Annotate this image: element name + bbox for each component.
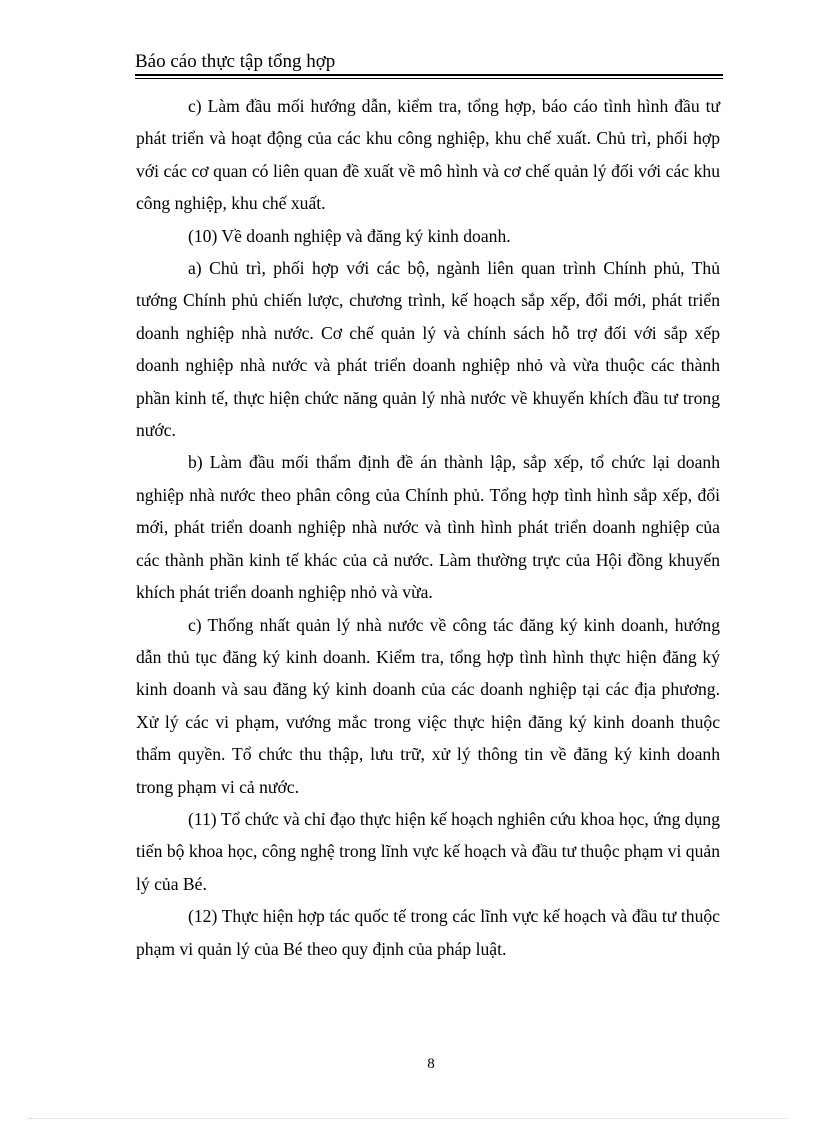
paragraph-2: (10) Về doanh nghiệp và đăng ký kinh doanh. (188, 225, 511, 246)
paragraph-1: c) Làm đầu mối hướng dẫn, kiểm tra, tổng hợp, báo cáo tình hình đầu tư phát triển và hoạt động của các khu công nghiệp, khu chế xuất. Chủ trì, phối hợp với các cơ quan có liên quan đề xuất về mô hình và cơ chế quản lý đối với các khu công nghiệp, khu chế xuất. (136, 96, 720, 214)
paragraph-6: (11) Tổ chức và chỉ đạo thực hiện kế hoạch nghiên cứu khoa học, ứng dụng tiến bộ khoa học, công nghệ trong lĩnh vực kế hoạch và đầu tư thuộc phạm vi quản lý của Bé. (136, 808, 720, 894)
paragraph-4: b) Làm đầu mối thẩm định đề án thành lập, sắp xếp, tổ chức lại doanh nghiệp nhà nước theo phân công của Chính phủ. Tổng hợp tình hình sắp xếp, đổi mới, phát triển doanh nghiệp nhà nước và tình hình phát triển doanh nghiệp của các thành phần kinh tế khác của cả nước. Làm thường trực của Hội đồng khuyến khích phát triển doanh nghiệp nhỏ và vừa. (136, 452, 720, 603)
page-number: 8 (427, 1056, 435, 1072)
paragraph-7: (12) Thực hiện hợp tác quốc tế trong các lĩnh vực kế hoạch và đầu tư thuộc phạm vi quản lý của Bé theo quy định của pháp luật. (136, 906, 720, 959)
document-body (136, 90, 720, 965)
header-rule-thick (135, 74, 723, 76)
paragraph-5: c) Thống nhất quản lý nhà nước về công tác đăng ký kinh doanh, hướng dẫn thủ tục đăng ký kinh doanh. Kiểm tra, tổng hợp tình hình thực hiện đăng ký kinh doanh và sau đăng ký kinh doanh của các doanh nghiệp tại các địa phương. Xử lý các vi phạm, vướng mắc trong việc thực hiện đăng ký kinh doanh thuộc thẩm quyền. Tổ chức thu thập, lưu trữ, xử lý thông tin về đăng ký kinh doanh trong phạm vi cả nước. (136, 614, 720, 797)
paragraph-3: a) Chủ trì, phối hợp với các bộ, ngành liên quan trình Chính phủ, Thủ tướng Chính phủ chiến lược, chương trình, kế hoạch sắp xếp, đổi mới, phát triển doanh nghiệp nhà nước. Cơ chế quản lý và chính sách hỗ trợ đối với sắp xếp doanh nghiệp nhà nước và phát triển doanh nghiệp nhỏ và vừa thuộc các thành phần kinh tế, thực hiện chức năng quản lý nhà nước về khuyến khích đầu tư trong nước. (136, 258, 720, 441)
header-rule-thin (135, 78, 723, 79)
footer-dotted-line (28, 1118, 788, 1119)
page-header (135, 50, 723, 79)
header-title: Báo cáo thực tập tổng hợp (135, 51, 336, 72)
